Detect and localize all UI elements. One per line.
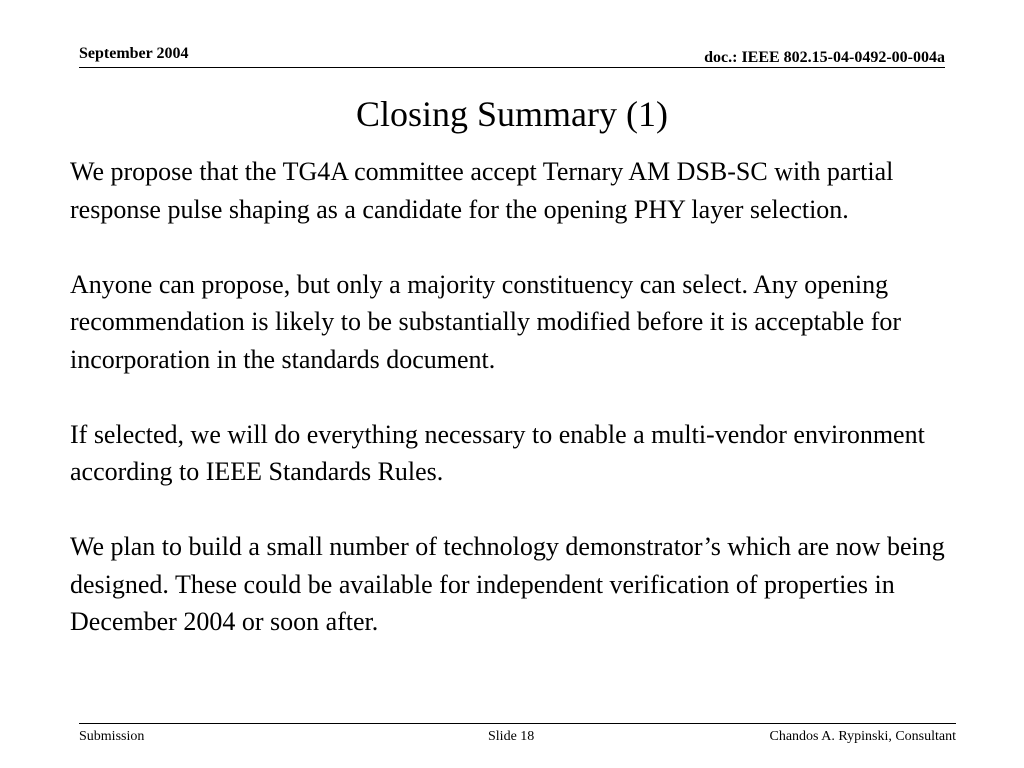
slide-body xyxy=(70,153,980,641)
body-paragraph-propose: We propose that the TG4A committee accept Ternary AM DSB-SC with partial response pulse shaping as a candidate for the opening PHY layer selection. xyxy=(70,157,894,224)
body-paragraph-selection: Anyone can propose, but only a majority constituency can select. Any opening recommendation is likely to be substantially modified before it is acceptable for incorporation in the standards document. xyxy=(70,269,902,374)
header-divider xyxy=(79,67,945,68)
footer-divider xyxy=(79,723,956,724)
body-paragraph-demonstrators: We plan to build a small number of technology demonstrator’s which are now being designed. These could be available for independent verification of properties in December 2004 or soon after. xyxy=(70,532,945,636)
header-date: September 2004 xyxy=(79,45,189,62)
footer-author: Chandos A. Rypinski, Consultant xyxy=(769,729,956,744)
header-document-id: doc.: IEEE 802.15-04-0492-00-004a xyxy=(704,49,945,66)
slide-title: Closing Summary (1) xyxy=(356,94,668,134)
body-paragraph-multi-vendor: If selected, we will do everything necessary to enable a multi-vendor environment according to IEEE Standards Rules. xyxy=(70,419,925,486)
footer-slide-number: Slide 18 xyxy=(488,729,535,744)
footer-submission: Submission xyxy=(79,729,145,744)
